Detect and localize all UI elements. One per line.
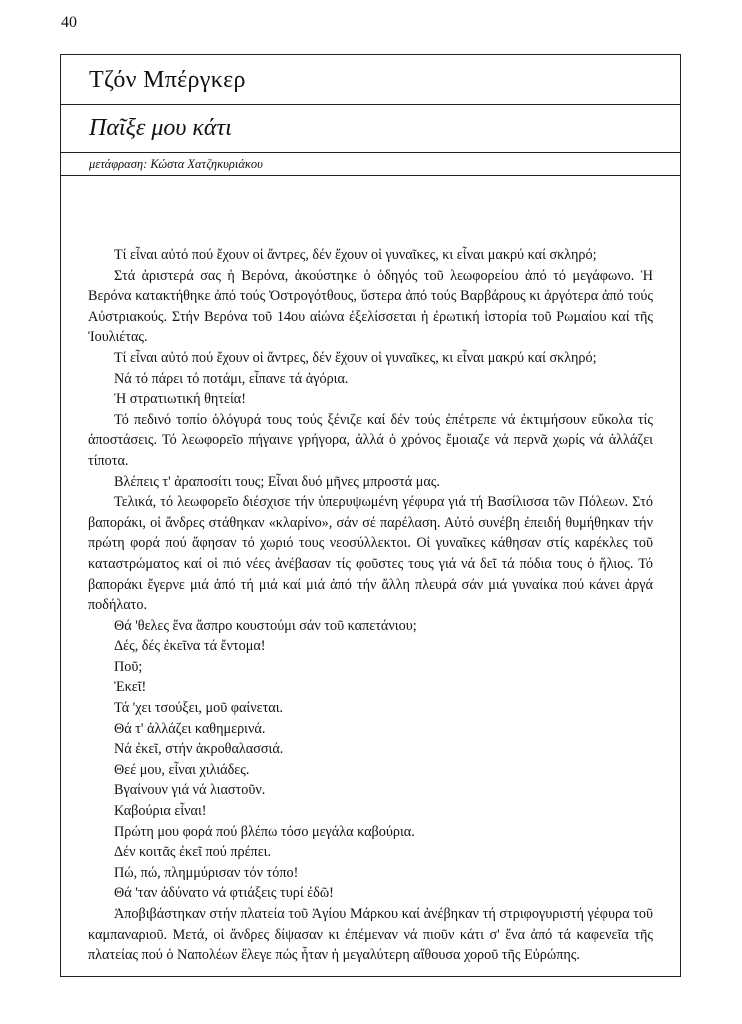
paragraph: Δές, δές ἐκεῖνα τά ἔντομα! xyxy=(114,638,266,655)
paragraph: Τά 'χει τσούξει, μοῦ φαίνεται. xyxy=(114,700,284,717)
paragraph: Θά 'ταν ἀδύνατο νά φτιάξεις τυρί ἐδῶ! xyxy=(114,885,334,902)
paragraph: Καβούρια εἶναι! xyxy=(114,803,207,820)
page-number: 40 xyxy=(61,14,77,31)
paragraph: Ποῦ; xyxy=(114,658,143,675)
paragraph: Θά τ' ἀλλάζει καθημερινά. xyxy=(114,720,266,737)
story-body xyxy=(88,245,653,966)
paragraph: Δέν κοιτᾶς ἐκεῖ πού πρέπει. xyxy=(114,844,272,861)
paragraph: Βλέπεις τ' ἀραποσίτι τους; Εἶναι δυό μῆνες μπροστά μας. xyxy=(114,473,440,490)
title-row xyxy=(61,105,680,153)
paragraph: Βγαίνουν γιά νά λιαστοῦν. xyxy=(114,782,266,799)
paragraph: Θεέ μου, εἶναι χιλιάδες. xyxy=(114,761,250,778)
translator-row xyxy=(61,153,680,176)
paragraph: Ἡ στρατιωτική θητεία! xyxy=(114,391,246,408)
paragraph: Ἀποβιβάστηκαν στήν πλατεία τοῦ Ἁγίου Μάρκου καί ἀνέβηκαν τή στριφογυριστή γέφυρα τοῦ καμπαναριοῦ. Μετά, οἱ ἄνδρες δίψασαν κι ἐπέμεναν νά πιοῦν κάτι σ' ἕνα ἀπό τά καφενεῖα τῆς πλατείας πού ὁ Ναπολέων ἔλεγε πώς ἦταν ἡ μεγαλύτερη αἴθουσα χοροῦ τῆς Εὐρώπης. xyxy=(88,906,653,964)
paragraph: Στά ἀριστερά σας ἡ Βερόνα, ἀκούστηκε ὁ ὁδηγός τοῦ λεωφορείου ἀπό τό μεγάφωνο. Ἡ Βερόνα κατακτήθηκε ἀπό τούς Ὀστρογότθους, ὕστερα ἀπό τούς Βαρβάρους κι ἀργότερα ἀπό τούς Αὐστριακούς. Στήν Βερόνα τοῦ 14ου αἰώνα ἐξελίσσεται ἡ ἐρωτική ἱστορία τοῦ Ρωμαίου καί τῆς Ἰουλιέτας. xyxy=(88,267,653,346)
story-title: Παῖξε μου κάτι xyxy=(89,115,232,141)
article-frame xyxy=(60,54,681,977)
translator-credit: μετάφραση: Κώστα Χατζηκυριάκου xyxy=(89,156,263,171)
paragraph: Πρώτη μου φορά πού βλέπω τόσο μεγάλα καβούρια. xyxy=(114,823,415,840)
paragraph: Νά τό πάρει τό ποτάμι, εἶπανε τά ἀγόρια. xyxy=(114,370,349,387)
paragraph: Πώ, πώ, πλημμύρισαν τόν τόπο! xyxy=(114,864,299,881)
paragraph: Τί εἶναι αὐτό πού ἔχουν οἱ ἄντρες, δέν ἔχουν οἱ γυναῖκες, κι εἶναι μακρύ καί σκληρό; xyxy=(114,247,597,263)
paragraph: Τελικά, τό λεωφορεῖο διέσχισε τήν ὑπερυψωμένη γέφυρα γιά τή Βασίλισσα τῶν Πόλεων. Στό βαπoράκι, οἱ ἄνδρες στάθηκαν «κλαρίνο», σάν σέ παρέλαση. Αὐτό συνέβη ἐπειδή θυμήθηκαν τήν πρώτη φορά πού ἄφησαν τό χωριό τους νεοσύλλεκτοι. Οἱ γυναῖκες κάθησαν στίς καρέκλες τοῦ καταστρώματος καί οἱ πιό νέες ἀνέβασαν τίς φοῦστες τους γιά νά δεῖ τά πόδια τους ὁ ἥλιος. Τό βαπoράκι ἔγερνε μιά ἀπό τή μιά καί μιά ἀπό τήν ἄλλη πλευρά σάν μιά γυναίκα πού κάνει ἀργά ποδήλατο. xyxy=(88,494,653,614)
author-name: Τζόν Μπέργκερ xyxy=(89,67,246,93)
paragraph: Τό πεδινό τοπίο ὁλόγυρά τους τούς ξένιζε καί δέν τούς ἐπέτρεπε νά ἐκτιμήσουν εὔκολα τίς ἀποστάσεις. Τό λεωφορεῖο πήγαινε γρήγορα, ἀλλά ὁ χρόνος ἔμοιαζε νά περνᾶ χωρίς νά ἀλλάζει τίποτα. xyxy=(88,411,653,469)
author-row xyxy=(61,55,680,105)
paragraph: Ἐκεῖ! xyxy=(114,679,147,696)
paragraph: Τί εἶναι αὐτό πού ἔχουν οἱ ἄντρες, δέν ἔχουν οἱ γυναῖκες, κι εἶναι μακρύ καί σκληρό; xyxy=(114,349,597,366)
paragraph: Νά ἐκεῖ, στήν ἀκροθαλασσιά. xyxy=(114,741,284,758)
paragraph: Θά 'θελες ἕνα ἄσπρο κουστούμι σάν τοῦ καπετάνιου; xyxy=(114,617,417,634)
